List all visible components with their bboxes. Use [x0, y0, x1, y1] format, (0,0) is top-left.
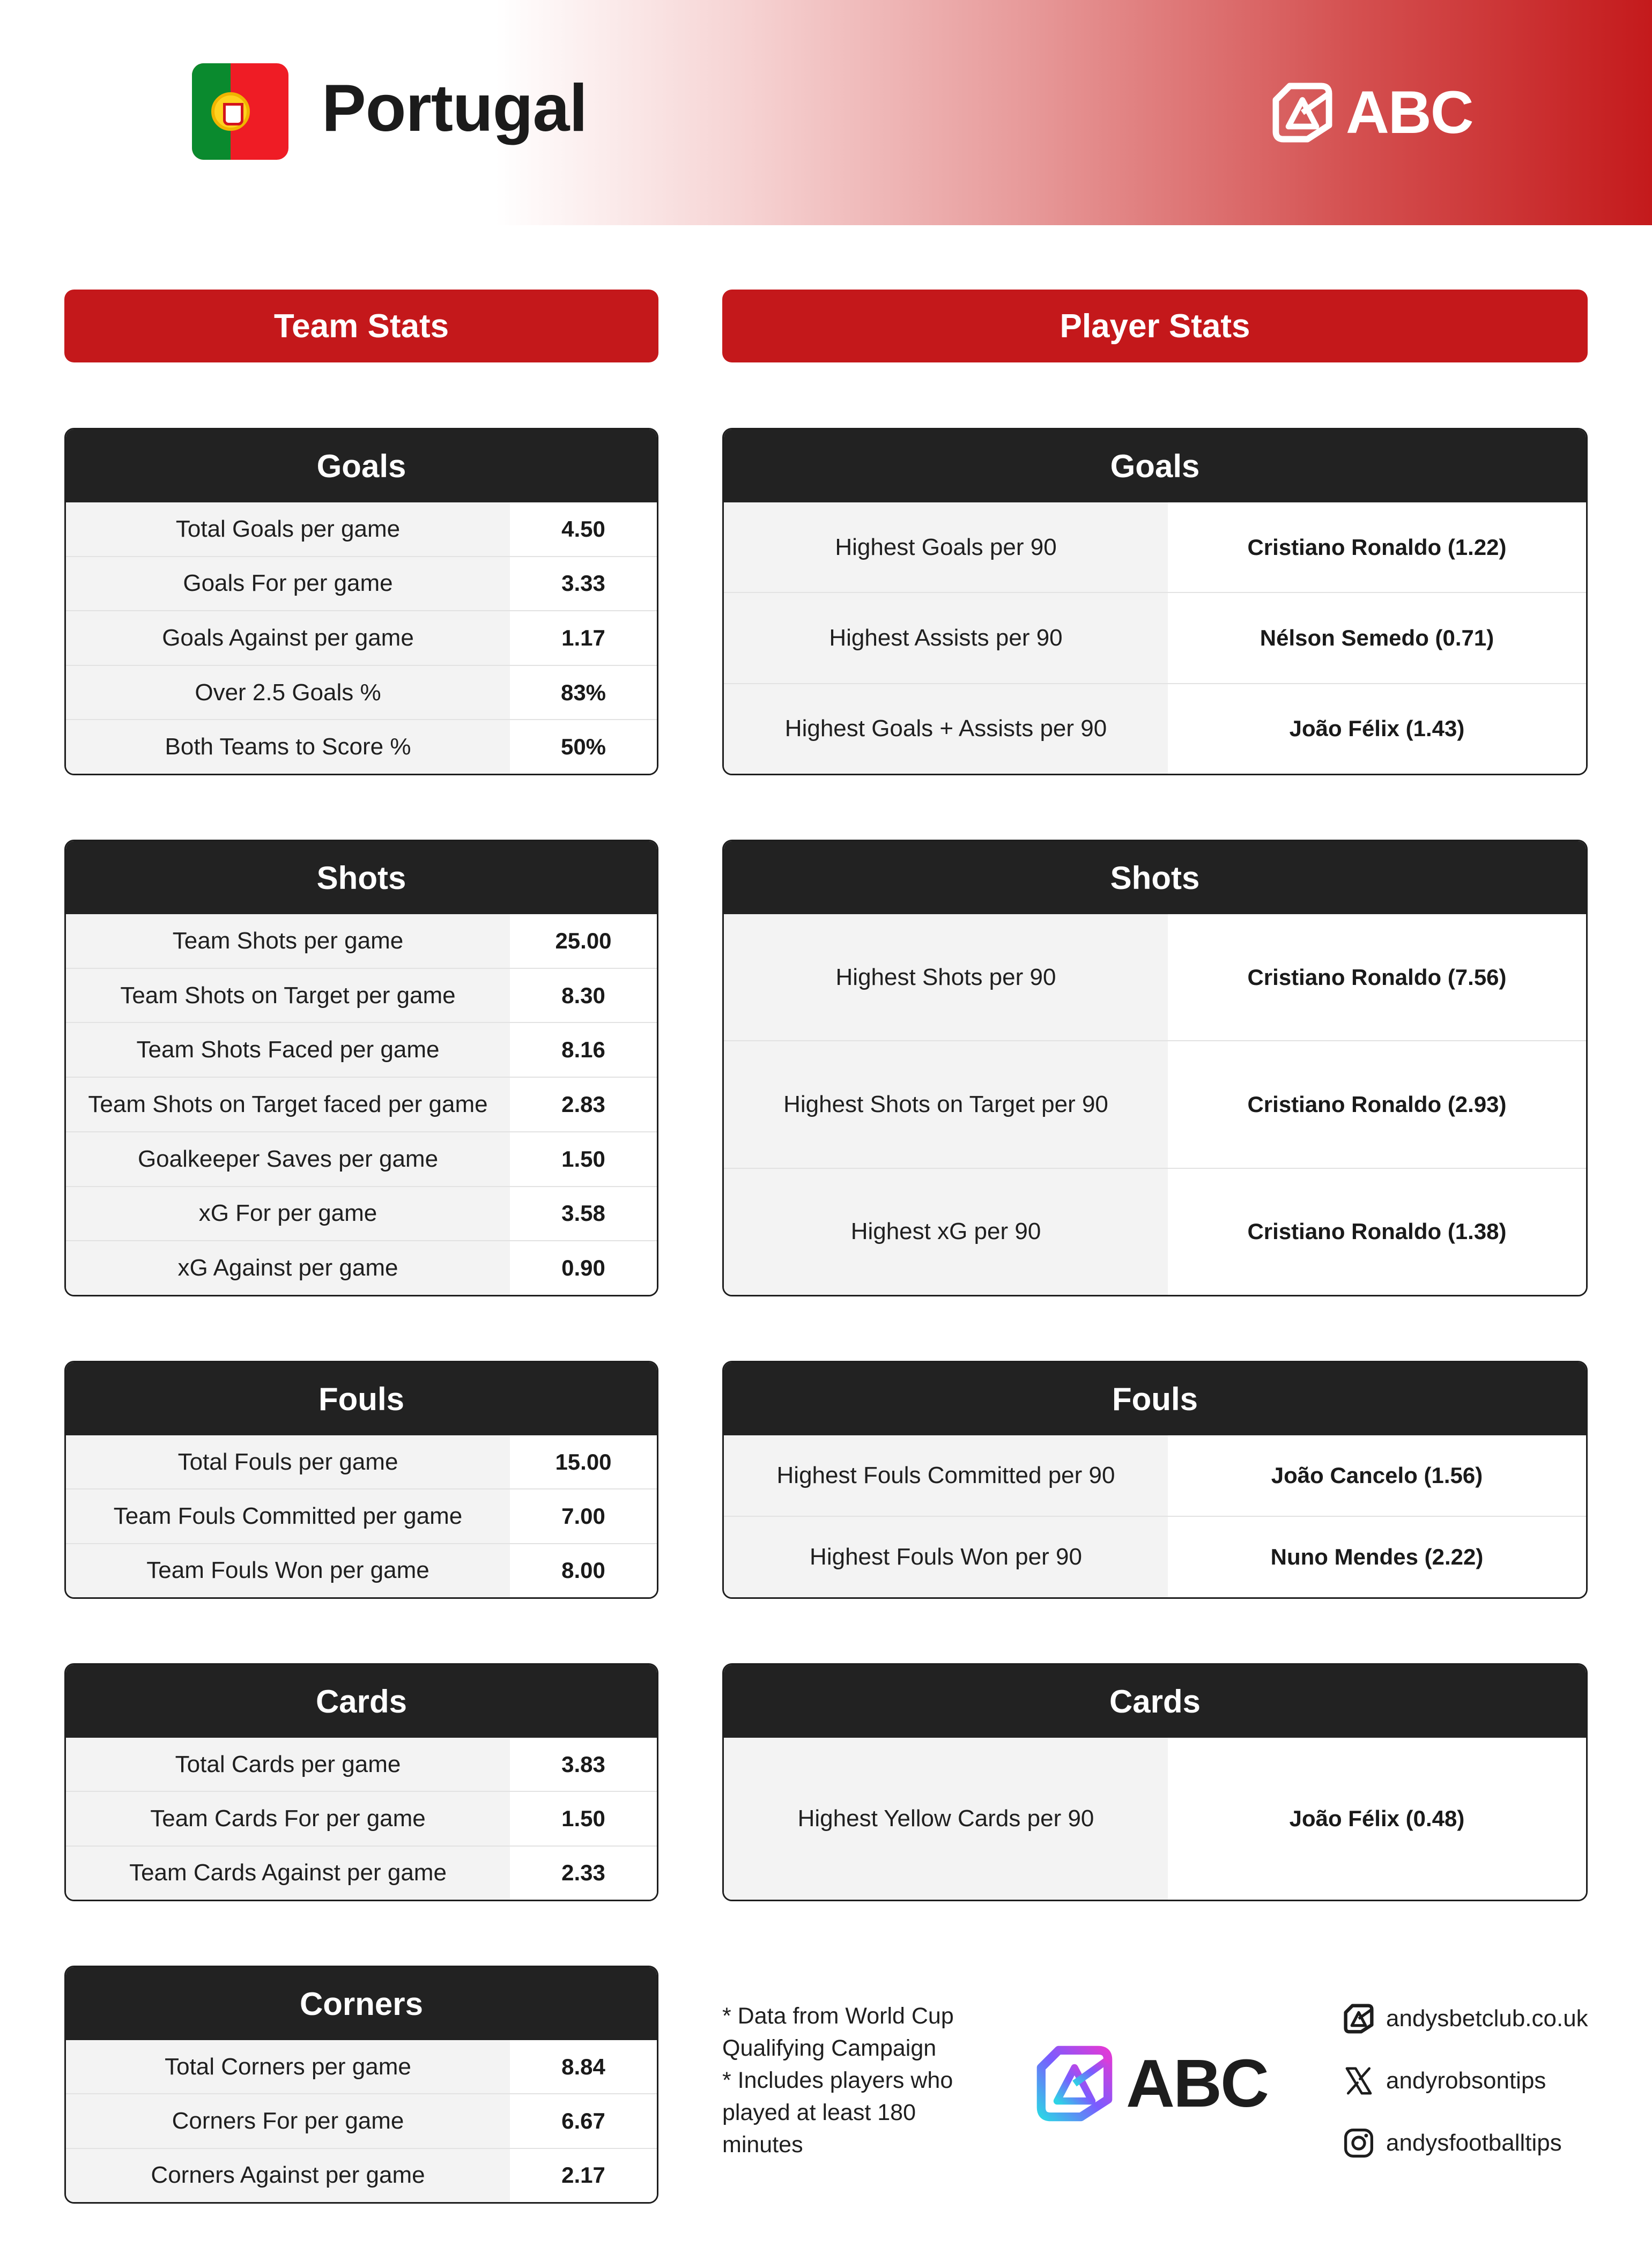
- stat-value: 8.16: [510, 1023, 657, 1077]
- stat-value: Cristiano Ronaldo (2.93): [1168, 1041, 1586, 1167]
- team-cards-table: [64, 1663, 658, 1901]
- table-row: [724, 1168, 1586, 1295]
- table-body: [724, 1435, 1586, 1597]
- stat-label: Team Shots per game: [66, 914, 510, 968]
- social-website-text[interactable]: andysbetclub.co.uk: [1386, 2005, 1588, 2032]
- footer-brand-name: ABC: [1126, 2045, 1268, 2121]
- stat-label: Highest xG per 90: [724, 1169, 1168, 1295]
- stat-label: Team Cards Against per game: [66, 1847, 510, 1900]
- player-stats-banner: Player Stats: [722, 290, 1588, 362]
- table-body: [724, 502, 1586, 774]
- stat-value: Cristiano Ronaldo (1.22): [1168, 502, 1586, 592]
- table-row: [724, 1435, 1586, 1516]
- player-cards-table: [722, 1663, 1588, 1901]
- stat-value: 1.50: [510, 1132, 657, 1186]
- social-instagram[interactable]: [1343, 2127, 1643, 2159]
- stat-value: 2.33: [510, 1847, 657, 1900]
- stat-label: Over 2.5 Goals %: [66, 666, 510, 720]
- table-header: Corners: [66, 1967, 657, 2040]
- table-body: [724, 914, 1586, 1295]
- team-shots-table: [64, 840, 658, 1296]
- stat-value: 50%: [510, 720, 657, 774]
- table-row: [66, 610, 657, 665]
- header-brand: [1271, 80, 1473, 145]
- table-row: [66, 1240, 657, 1295]
- table-row: [66, 968, 657, 1022]
- stat-value: 0.90: [510, 1241, 657, 1295]
- table-row: [724, 1516, 1586, 1597]
- stat-value: 25.00: [510, 914, 657, 968]
- social-x-text[interactable]: andyrobsontips: [1386, 2067, 1546, 2094]
- table-row: [66, 556, 657, 611]
- social-instagram-text[interactable]: andysfootballtips: [1386, 2130, 1562, 2156]
- stat-label: Total Goals per game: [66, 502, 510, 556]
- stat-value: Cristiano Ronaldo (7.56): [1168, 914, 1586, 1040]
- table-body: [66, 914, 657, 1295]
- stat-value: 1.17: [510, 611, 657, 665]
- player-goals-table: [722, 428, 1588, 775]
- footnote-min-minutes: * Includes players who played at least 180 minutes: [722, 2067, 953, 2158]
- stat-label: Highest Assists per 90: [724, 593, 1168, 683]
- stat-label: xG For per game: [66, 1187, 510, 1241]
- stat-label: Goalkeeper Saves per game: [66, 1132, 510, 1186]
- stat-label: Goals Against per game: [66, 611, 510, 665]
- stat-value: João Cancelo (1.56): [1168, 1435, 1586, 1516]
- table-row: [724, 1738, 1586, 1900]
- stat-value: João Félix (0.48): [1168, 1738, 1586, 1900]
- table-row: [66, 914, 657, 968]
- stat-value: 8.84: [510, 2040, 657, 2093]
- table-row: [66, 1738, 657, 1791]
- stat-label: Goals For per game: [66, 557, 510, 611]
- stat-label: Highest Fouls Won per 90: [724, 1517, 1168, 1597]
- stat-value: João Félix (1.43): [1168, 684, 1586, 774]
- table-row: [66, 1845, 657, 1900]
- stat-value: 1.50: [510, 1792, 657, 1845]
- stat-label: Team Shots on Target per game: [66, 969, 510, 1022]
- stat-label: Both Teams to Score %: [66, 720, 510, 774]
- stat-label: Total Cards per game: [66, 1738, 510, 1791]
- stat-value: 2.17: [510, 2149, 657, 2202]
- stat-value: 7.00: [510, 1489, 657, 1543]
- table-body: [724, 1738, 1586, 1900]
- table-header: Goals: [66, 429, 657, 502]
- table-header: Shots: [66, 841, 657, 914]
- stat-label: Corners For per game: [66, 2094, 510, 2147]
- stat-value: Cristiano Ronaldo (1.38): [1168, 1169, 1586, 1295]
- stat-label: Team Shots Faced per game: [66, 1023, 510, 1077]
- abc-logo-icon: [1035, 2044, 1114, 2123]
- table-row: [66, 502, 657, 556]
- stat-label: Team Fouls Committed per game: [66, 1489, 510, 1543]
- stat-value: 3.33: [510, 557, 657, 611]
- player-shots-table: [722, 840, 1588, 1296]
- stat-value: Nuno Mendes (2.22): [1168, 1517, 1586, 1597]
- table-row: [724, 592, 1586, 683]
- team-stats-banner: Team Stats: [64, 290, 658, 362]
- player-fouls-table: [722, 1361, 1588, 1599]
- stat-label: xG Against per game: [66, 1241, 510, 1295]
- table-row: [66, 665, 657, 720]
- table-body: [66, 502, 657, 774]
- social-x[interactable]: [1343, 2065, 1643, 2097]
- abc-logo-icon: [1343, 2003, 1374, 2034]
- table-row: [66, 2148, 657, 2202]
- stat-value: 8.30: [510, 969, 657, 1022]
- table-header: Cards: [724, 1665, 1586, 1738]
- header-bar: [0, 0, 1652, 225]
- stat-label: Highest Goals + Assists per 90: [724, 684, 1168, 774]
- stat-value: Nélson Semedo (0.71): [1168, 593, 1586, 683]
- brand-name: ABC: [1346, 79, 1473, 146]
- x-twitter-icon: [1343, 2065, 1374, 2096]
- stat-label: Team Fouls Won per game: [66, 1544, 510, 1597]
- stat-label: Highest Shots per 90: [724, 914, 1168, 1040]
- stat-label: Team Shots on Target faced per game: [66, 1078, 510, 1131]
- stat-value: 8.00: [510, 1544, 657, 1597]
- stat-label: Total Fouls per game: [66, 1435, 510, 1488]
- table-row: [66, 1022, 657, 1077]
- table-row: [66, 1543, 657, 1597]
- footer-brand: [1035, 2044, 1268, 2123]
- table-header: Fouls: [66, 1362, 657, 1435]
- stat-value: 83%: [510, 666, 657, 720]
- table-row: [724, 502, 1586, 592]
- table-row: [724, 914, 1586, 1040]
- table-row: [66, 2040, 657, 2093]
- stat-value: 4.50: [510, 502, 657, 556]
- table-header: Cards: [66, 1665, 657, 1738]
- table-row: [66, 719, 657, 774]
- team-corners-table: [64, 1966, 658, 2204]
- footnotes: [722, 2000, 1001, 2161]
- table-row: [66, 2093, 657, 2147]
- footnote-data-source: * Data from World Cup Qualifying Campaign: [722, 2003, 954, 2061]
- stat-value: 3.83: [510, 1738, 657, 1791]
- stat-label: Highest Fouls Committed per 90: [724, 1435, 1168, 1516]
- table-row: [724, 1040, 1586, 1167]
- team-fouls-table: [64, 1361, 658, 1599]
- table-row: [66, 1131, 657, 1186]
- stat-value: 3.58: [510, 1187, 657, 1241]
- portugal-flag-icon: [192, 63, 288, 160]
- social-links: [1343, 2003, 1643, 2189]
- table-row: [66, 1077, 657, 1131]
- table-row: [66, 1488, 657, 1543]
- stat-label: Highest Shots on Target per 90: [724, 1041, 1168, 1167]
- table-body: [66, 1435, 657, 1597]
- country-title: Portugal: [322, 71, 587, 145]
- team-goals-table: [64, 428, 658, 775]
- table-body: [66, 1738, 657, 1900]
- stat-label: Team Cards For per game: [66, 1792, 510, 1845]
- table-row: [66, 1186, 657, 1241]
- instagram-icon: [1343, 2128, 1374, 2159]
- table-header: Goals: [724, 429, 1586, 502]
- stat-value: 6.67: [510, 2094, 657, 2147]
- table-row: [66, 1435, 657, 1488]
- table-body: [66, 2040, 657, 2202]
- abc-logo-icon: [1271, 81, 1334, 144]
- table-row: [724, 683, 1586, 774]
- stat-value: 2.83: [510, 1078, 657, 1131]
- stat-value: 15.00: [510, 1435, 657, 1488]
- table-header: Fouls: [724, 1362, 1586, 1435]
- table-row: [66, 1791, 657, 1845]
- social-website[interactable]: [1343, 2003, 1643, 2035]
- stat-label: Highest Yellow Cards per 90: [724, 1738, 1168, 1900]
- table-header: Shots: [724, 841, 1586, 914]
- stat-label: Highest Goals per 90: [724, 502, 1168, 592]
- stat-label: Corners Against per game: [66, 2149, 510, 2202]
- stat-label: Total Corners per game: [66, 2040, 510, 2093]
